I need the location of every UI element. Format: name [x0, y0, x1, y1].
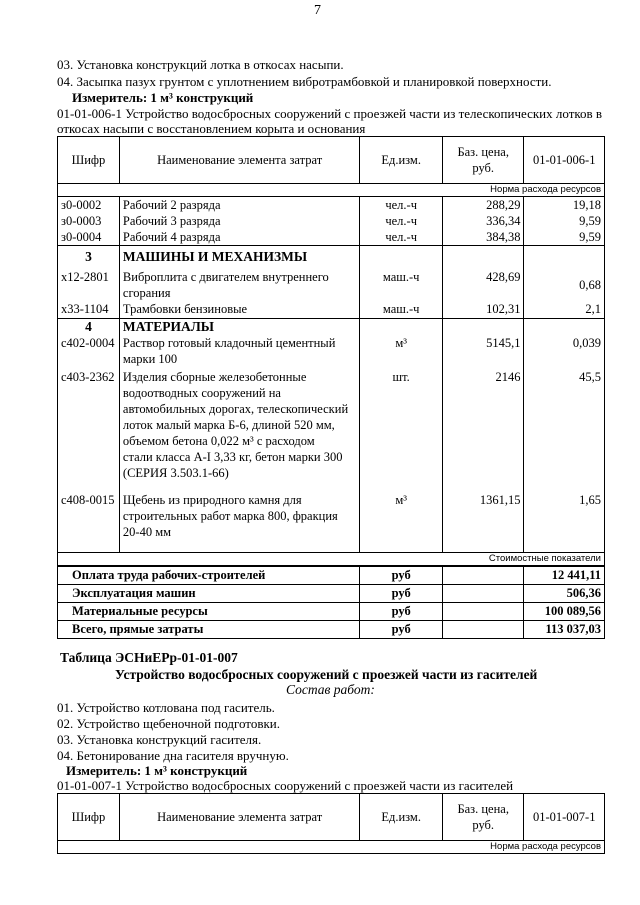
- row-unit: маш.-ч: [360, 301, 443, 319]
- summary-row: [58, 621, 605, 639]
- summary-unit: руб: [360, 603, 443, 621]
- section-number: 3: [58, 246, 120, 266]
- section-title: МАШИНЫ И МЕХАНИЗМЫ: [119, 246, 359, 266]
- header-name: Наименование элемента затрат: [119, 137, 359, 184]
- resource-table-2: [57, 793, 605, 854]
- row-name-line: Щебень из природного камня для: [122, 493, 302, 507]
- section-title: МАТЕРИАЛЫ: [119, 319, 359, 336]
- table-row: [58, 301, 605, 319]
- summary-unit: руб: [360, 566, 443, 585]
- header-name: Наименование элемента затрат: [119, 794, 359, 841]
- work-step-1: 01. Устройство котлована под гаситель.: [57, 700, 275, 715]
- row-name-line: лоток малый марка Б-6, длиной 520 мм,: [122, 418, 335, 432]
- item-title-line2: откосах насыпи с восстановлением корыта и основания: [57, 121, 366, 136]
- row-name-cont: марки 100: [122, 352, 178, 366]
- row-name: Трамбовки бензиновые: [119, 301, 359, 319]
- row-price: 428,69: [442, 265, 524, 301]
- row-name-cont: сгорания: [122, 286, 171, 300]
- row-price: 336,34: [442, 213, 524, 229]
- work-step-4b: 04. Бетонирование дна гасителя вручную.: [57, 748, 289, 763]
- item-title-line1: 01-01-006-1 Устройство водосбросных сооружений с проезжей части из телескопических лотков в: [57, 106, 603, 121]
- row-norm: 0,68: [524, 265, 605, 301]
- row-name-line: водоотводных сооружений на: [122, 386, 281, 400]
- row-norm: 9,59: [524, 229, 605, 246]
- row-price: 5145,1: [442, 335, 524, 367]
- work-step-2: 02. Устройство щебеночной подготовки.: [57, 716, 280, 731]
- header-norm: 01-01-006-1: [524, 137, 605, 184]
- work-step-3: 03. Установка конструкций лотка в откосах насыпи.: [57, 57, 344, 72]
- table-row: [58, 481, 605, 553]
- table-subtitle: Устройство водосбросных сооружений с проезжей части из гасителей: [115, 667, 538, 682]
- meter-label-2: Измеритель: 1 м³ конструкций: [66, 763, 248, 778]
- table-title: Таблица ЭСНиЕРр-01-01-007: [60, 650, 238, 665]
- row-name: Раствор готовый кладочный цементный: [122, 336, 336, 350]
- table-row: [58, 367, 605, 481]
- row-code: з0-0004: [58, 229, 120, 246]
- summary-value: 113 037,03: [524, 621, 605, 639]
- summary-value: 12 441,11: [524, 566, 605, 585]
- work-step-4: 04. Засыпка пазух грунтом с уплотнением вибротрамбовкой и планировкой поверхности.: [57, 74, 552, 89]
- row-code: с403-2362: [58, 367, 120, 481]
- table-header-row: [58, 137, 605, 184]
- norm-label: Норма расхода ресурсов: [58, 184, 605, 197]
- cost-label: Стоимостные показатели: [58, 553, 605, 567]
- header-price: Баз. цена, руб.: [442, 137, 524, 184]
- section-number: 4: [58, 319, 120, 336]
- row-name-line: Изделия сборные железобетонные: [122, 370, 307, 384]
- header-unit: Ед.изм.: [360, 794, 443, 841]
- row-code: х12-2801: [58, 265, 120, 301]
- row-name: [119, 367, 359, 481]
- section-row: [58, 319, 605, 336]
- row-name-line: автомобильных дорогах, телескопический: [122, 402, 349, 416]
- meter-label: Измеритель: 1 м³ конструкций: [72, 90, 254, 105]
- row-norm: 0,039: [524, 335, 605, 367]
- header-price: Баз. цена, руб.: [442, 794, 524, 841]
- row-unit: шт.: [360, 367, 443, 481]
- table-row: [58, 335, 605, 367]
- row-unit: м³: [360, 335, 443, 367]
- summary-value: 506,36: [524, 585, 605, 603]
- summary-unit: руб: [360, 585, 443, 603]
- table-header-row: [58, 794, 605, 841]
- row-unit: чел.-ч: [360, 229, 443, 246]
- summary-unit: руб: [360, 621, 443, 639]
- row-name: Рабочий 3 разряда: [119, 213, 359, 229]
- norm-label: Норма расхода ресурсов: [58, 841, 605, 854]
- summary-row: [58, 585, 605, 603]
- table-row: [58, 197, 605, 214]
- row-code: с402-0004: [58, 335, 120, 367]
- row-norm: 19,18: [524, 197, 605, 214]
- row-code: с408-0015: [58, 481, 120, 553]
- row-name: Рабочий 4 разряда: [119, 229, 359, 246]
- summary-label: Оплата труда рабочих-строителей: [58, 566, 360, 585]
- row-norm: 45,5: [524, 367, 605, 481]
- summary-label: Всего, прямые затраты: [58, 621, 360, 639]
- table-row: [58, 229, 605, 246]
- table-row: [58, 265, 605, 301]
- row-name: Рабочий 2 разряда: [119, 197, 359, 214]
- row-price: 384,38: [442, 229, 524, 246]
- summary-label: Материальные ресурсы: [58, 603, 360, 621]
- summary-value: 100 089,56: [524, 603, 605, 621]
- section-row: [58, 246, 605, 266]
- header-norm: 01-01-007-1: [524, 794, 605, 841]
- summary-row: [58, 603, 605, 621]
- row-name: [119, 481, 359, 553]
- row-price: 288,29: [442, 197, 524, 214]
- item-title-2: 01-01-007-1 Устройство водосбросных сооружений с проезжей части из гасителей: [57, 778, 514, 793]
- row-unit: чел.-ч: [360, 213, 443, 229]
- header-unit: Ед.изм.: [360, 137, 443, 184]
- row-norm: 9,59: [524, 213, 605, 229]
- row-name-line: 20-40 мм: [122, 525, 172, 539]
- table-row: [58, 213, 605, 229]
- row-norm: 1,65: [524, 481, 605, 553]
- row-name-line: строительных работ марка 800, фракция: [122, 509, 338, 523]
- row-name-line: объемом бетона 0,022 м³ с расходом: [122, 434, 315, 448]
- row-unit: маш.-ч: [360, 265, 443, 301]
- row-name: Виброплита с двигателем внутреннего: [122, 270, 329, 284]
- row-norm: 2,1: [524, 301, 605, 319]
- header-code: Шифр: [58, 137, 120, 184]
- row-name-line: (СЕРИЯ 3.503.1-66): [122, 466, 229, 480]
- row-name-line: стали класса А-I 3,33 кг, бетон марки 300: [122, 450, 343, 464]
- row-price: 2146: [442, 367, 524, 481]
- row-unit: м³: [360, 481, 443, 553]
- summary-label: Эксплуатация машин: [58, 585, 360, 603]
- page-number: 7: [314, 3, 321, 18]
- row-code: з0-0003: [58, 213, 120, 229]
- work-step-3b: 03. Установка конструкций гасителя.: [57, 732, 262, 747]
- row-unit: чел.-ч: [360, 197, 443, 214]
- work-composition-label: Состав работ:: [286, 682, 375, 697]
- row-code: х33-1104: [58, 301, 120, 319]
- row-price: 1361,15: [442, 481, 524, 553]
- row-price: 102,31: [442, 301, 524, 319]
- summary-row: [58, 566, 605, 585]
- header-code: Шифр: [58, 794, 120, 841]
- row-code: з0-0002: [58, 197, 120, 214]
- resource-table-1: [57, 136, 605, 639]
